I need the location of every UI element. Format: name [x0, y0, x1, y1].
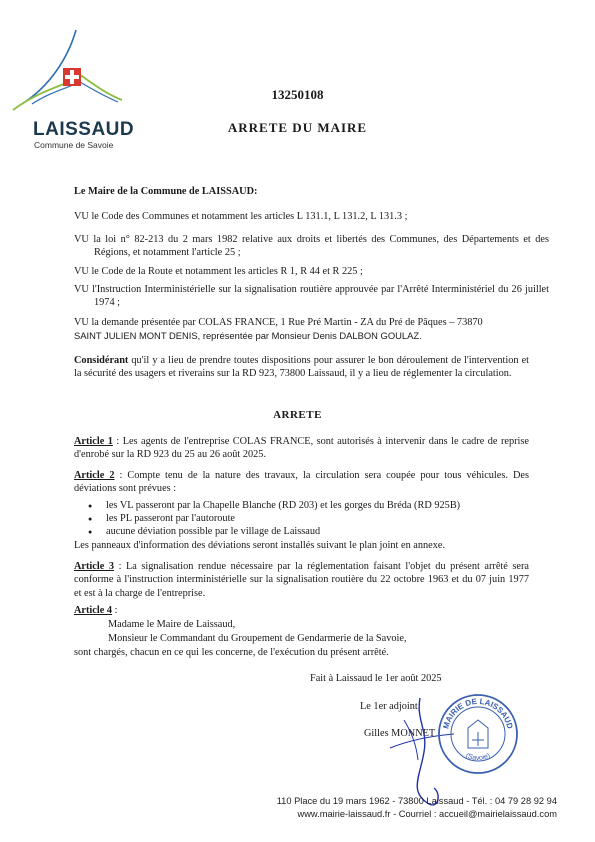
footer-address: 110 Place du 19 mars 1962 - 73800 Laissaud - Tél. : 04 79 28 92 94 [276, 796, 557, 806]
considerant-text: qu'il y a lieu de prendre toutes dispositions pour assurer le bon déroulement de l'intervention et la sécurité des usagers et riverains sur la RD 923, 73800 Laissaud, il y a lieu de réglementer la circulation. [74, 355, 529, 380]
list-item: ● aucune déviation possible par le village de Laissaud [88, 526, 528, 539]
footer-contact: www.mairie-laissaud.fr - Courriel : accueil@mairielaissaud.com [297, 809, 557, 819]
article-3-label: Article 3 [74, 561, 115, 572]
vu-loi-1982: VU la loi n° 82-213 du 2 mars 1982 relative aux droits et libertés des Communes, des Départements et des Régions, et notamment l'article 25 ; [74, 234, 549, 259]
vu-instruction: VU l'Instruction Interministérielle sur la signalisation routière approuvée par l'Arrêté Interministériel du 26 juillet 1974 ; [74, 284, 549, 309]
article-4-closing: sont chargés, chacun en ce qui les concerne, de l'exécution du présent arrêté. [74, 647, 389, 658]
vu-code-communes: VU le Code des Communes et notamment les articles L 131.1, L 131.2, L 131.3 ; [74, 211, 408, 222]
article-4-label: Article 4 [74, 605, 113, 616]
arrete-heading: ARRETE [273, 409, 322, 421]
document-title: ARRETE DU MAIRE [227, 120, 368, 135]
signatory-name: Gilles MONNET [364, 728, 436, 739]
article-2-after: Les panneaux d'information des déviations seront installés suivant le plan joint en annexe. [74, 540, 446, 551]
seal-top-text: MAIRIE DE LAISSAUD [441, 696, 515, 730]
article-2 [74, 469, 529, 496]
article-1 [74, 435, 529, 462]
vu-demande-line2: SAINT JULIEN MONT DENIS, représentée par Monsieur Denis DALBON GOULAZ. [74, 330, 422, 342]
article-1-text: : Les agents de l'entreprise COLAS FRANCE, sont autorisés à intervenir dans le cadre de reprise d'enrobé sur la RD 923 du 25 au 26 août 2025. [74, 436, 529, 461]
vu-demande-line1: VU la demande présentée par COLAS FRANCE, 1 Rue Pré Martin - ZA du Pré de Pâques – 73870 [74, 317, 483, 328]
signatory-role: Le 1er adjoint, [360, 701, 421, 712]
considerant-word: Considérant [74, 355, 129, 366]
article-4-heading [74, 604, 529, 617]
logo-subtitle: Commune de Savoie [34, 140, 114, 150]
place-date: Fait à Laissaud le 1er août 2025 [310, 673, 442, 684]
article-2-label: Article 2 [74, 470, 115, 481]
official-seal [436, 692, 520, 776]
article-4-colon: : [112, 605, 118, 616]
considerant-paragraph [74, 354, 529, 381]
vu-demande [74, 316, 529, 343]
deviation-list [88, 500, 528, 538]
recipient-mayor: Madame le Maire de Laissaud, [108, 619, 236, 630]
article-1-label: Article 1 [74, 436, 113, 447]
recipient-gendarmerie: Monsieur le Commandant du Groupement de Gendarmerie de la Savoie, [108, 633, 407, 644]
logo-name: LAISSAUD [33, 119, 135, 140]
list-item: ● les VL passeront par la Chapelle Blanche (RD 203) et les gorges du Bréda (RD 925B) [88, 500, 528, 513]
reference-number: 13250108 [271, 87, 324, 102]
intro-line: Le Maire de la Commune de LAISSAUD: [74, 186, 258, 197]
article-3-text: : La signalisation rendue nécessaire par la réglementation faisant l'objet du présent arrêté sera conforme à l'instruction interministérielle sur la signalisation routière du 22 octobre 1963 et du 07 juin 1977 et est à la charge de l'entreprise. [74, 561, 529, 599]
seal-bottom-text: (Savoie) [464, 752, 492, 763]
list-item: ● les PL passeront par l'autoroute [88, 513, 528, 526]
mountain-logo-icon [10, 28, 130, 123]
svg-text:(Savoie) [465, 752, 492, 762]
article-2-text: : Compte tenu de la nature des travaux, la circulation sera coupée pour tous véhicules. Des déviations sont prévues : [74, 470, 529, 495]
vu-code-route: VU le Code de la Route et notamment les articles R 1, R 44 et R 225 ; [74, 266, 363, 277]
article-3 [74, 560, 529, 600]
